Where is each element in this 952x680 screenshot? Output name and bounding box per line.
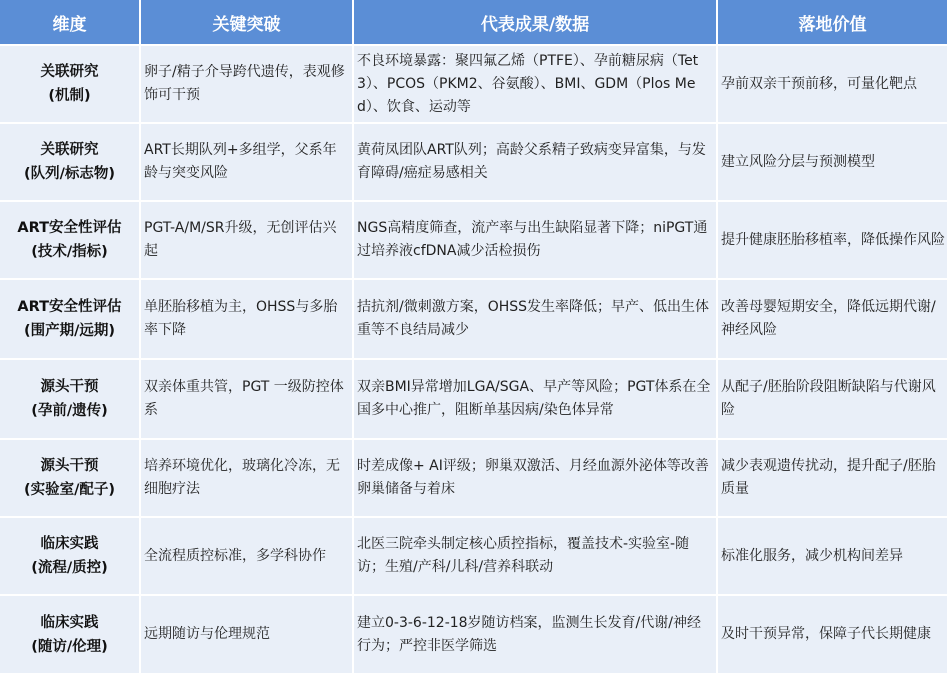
results-cell: NGS高精度筛查，流产率与出生缺陷显著下降；niPGT通过培养液cfDNA减少活检损伤 [353, 201, 717, 279]
header-breakthrough: 关键突破 [140, 0, 353, 45]
breakthrough-cell: ART长期队列+多组学，父系年龄与突变风险 [140, 123, 353, 201]
dimension-cell: 关联研究 (队列/标志物) [0, 123, 140, 201]
header-results: 代表成果/数据 [353, 0, 717, 45]
results-cell: 不良环境暴露：聚四氟乙烯（PTFE）、孕前糖尿病（Tet3）、PCOS（PKM2、谷氨酸）、BMI、GDM（Plos Med）、饮食、运动等 [353, 45, 717, 123]
breakthrough-cell: PGT-A/M/SR升级，无创评估兴起 [140, 201, 353, 279]
breakthrough-cell: 卵子/精子介导跨代遗传，表观修饰可干预 [140, 45, 353, 123]
dimension-cell: 关联研究 (机制) [0, 45, 140, 123]
table-row [0, 123, 948, 201]
value-cell: 改善母婴短期安全，降低远期代谢/神经风险 [717, 279, 948, 359]
breakthrough-cell: 远期随访与伦理规范 [140, 595, 353, 673]
dimension-cell: 源头干预 (实验室/配子) [0, 439, 140, 517]
header-value: 落地价值 [717, 0, 948, 45]
table-row [0, 201, 948, 279]
header-row [0, 0, 948, 45]
value-cell: 标准化服务，减少机构间差异 [717, 517, 948, 595]
dimension-cell: 临床实践 (流程/质控) [0, 517, 140, 595]
breakthrough-cell: 双亲体重共管，PGT 一级防控体系 [140, 359, 353, 439]
value-cell: 从配子/胚胎阶段阻断缺陷与代谢风险 [717, 359, 948, 439]
dimension-cell: 临床实践 (随访/伦理) [0, 595, 140, 673]
table-row [0, 359, 948, 439]
results-cell: 双亲BMI异常增加LGA/SGA、早产等风险；PGT体系在全国多中心推广，阻断单基因病/染色体异常 [353, 359, 717, 439]
results-cell: 时差成像+ AI评级；卵巢双激活、月经血源外泌体等改善卵巢储备与着床 [353, 439, 717, 517]
value-cell: 建立风险分层与预测模型 [717, 123, 948, 201]
dimension-cell: ART安全性评估 (围产期/远期) [0, 279, 140, 359]
table-row [0, 595, 948, 673]
results-cell: 拮抗剂/微刺激方案，OHSS发生率降低；早产、低出生体重等不良结局减少 [353, 279, 717, 359]
value-cell: 及时干预异常，保障子代长期健康 [717, 595, 948, 673]
value-cell: 孕前双亲干预前移，可量化靶点 [717, 45, 948, 123]
table-row [0, 439, 948, 517]
results-cell: 建立0-3-6-12-18岁随访档案，监测生长发育/代谢/神经行为；严控非医学筛选 [353, 595, 717, 673]
table-row [0, 279, 948, 359]
table-row [0, 45, 948, 123]
dimension-cell: ART安全性评估 (技术/指标) [0, 201, 140, 279]
header-dimension: 维度 [0, 0, 140, 45]
breakthrough-cell: 全流程质控标准，多学科协作 [140, 517, 353, 595]
breakthrough-cell: 单胚胎移植为主，OHSS与多胎率下降 [140, 279, 353, 359]
value-cell: 提升健康胚胎移植率，降低操作风险 [717, 201, 948, 279]
results-cell: 黄荷凤团队ART队列；高龄父系精子致病变异富集，与发育障碍/癌症易感相关 [353, 123, 717, 201]
dimension-cell: 源头干预 (孕前/遗传) [0, 359, 140, 439]
results-cell: 北医三院牵头制定核心质控指标，覆盖技术-实验室-随访；生殖/产科/儿科/营养科联动 [353, 517, 717, 595]
breakthrough-cell: 培养环境优化，玻璃化冷冻，无细胞疗法 [140, 439, 353, 517]
value-cell: 减少表观遗传扰动，提升配子/胚胎质量 [717, 439, 948, 517]
table-row [0, 517, 948, 595]
